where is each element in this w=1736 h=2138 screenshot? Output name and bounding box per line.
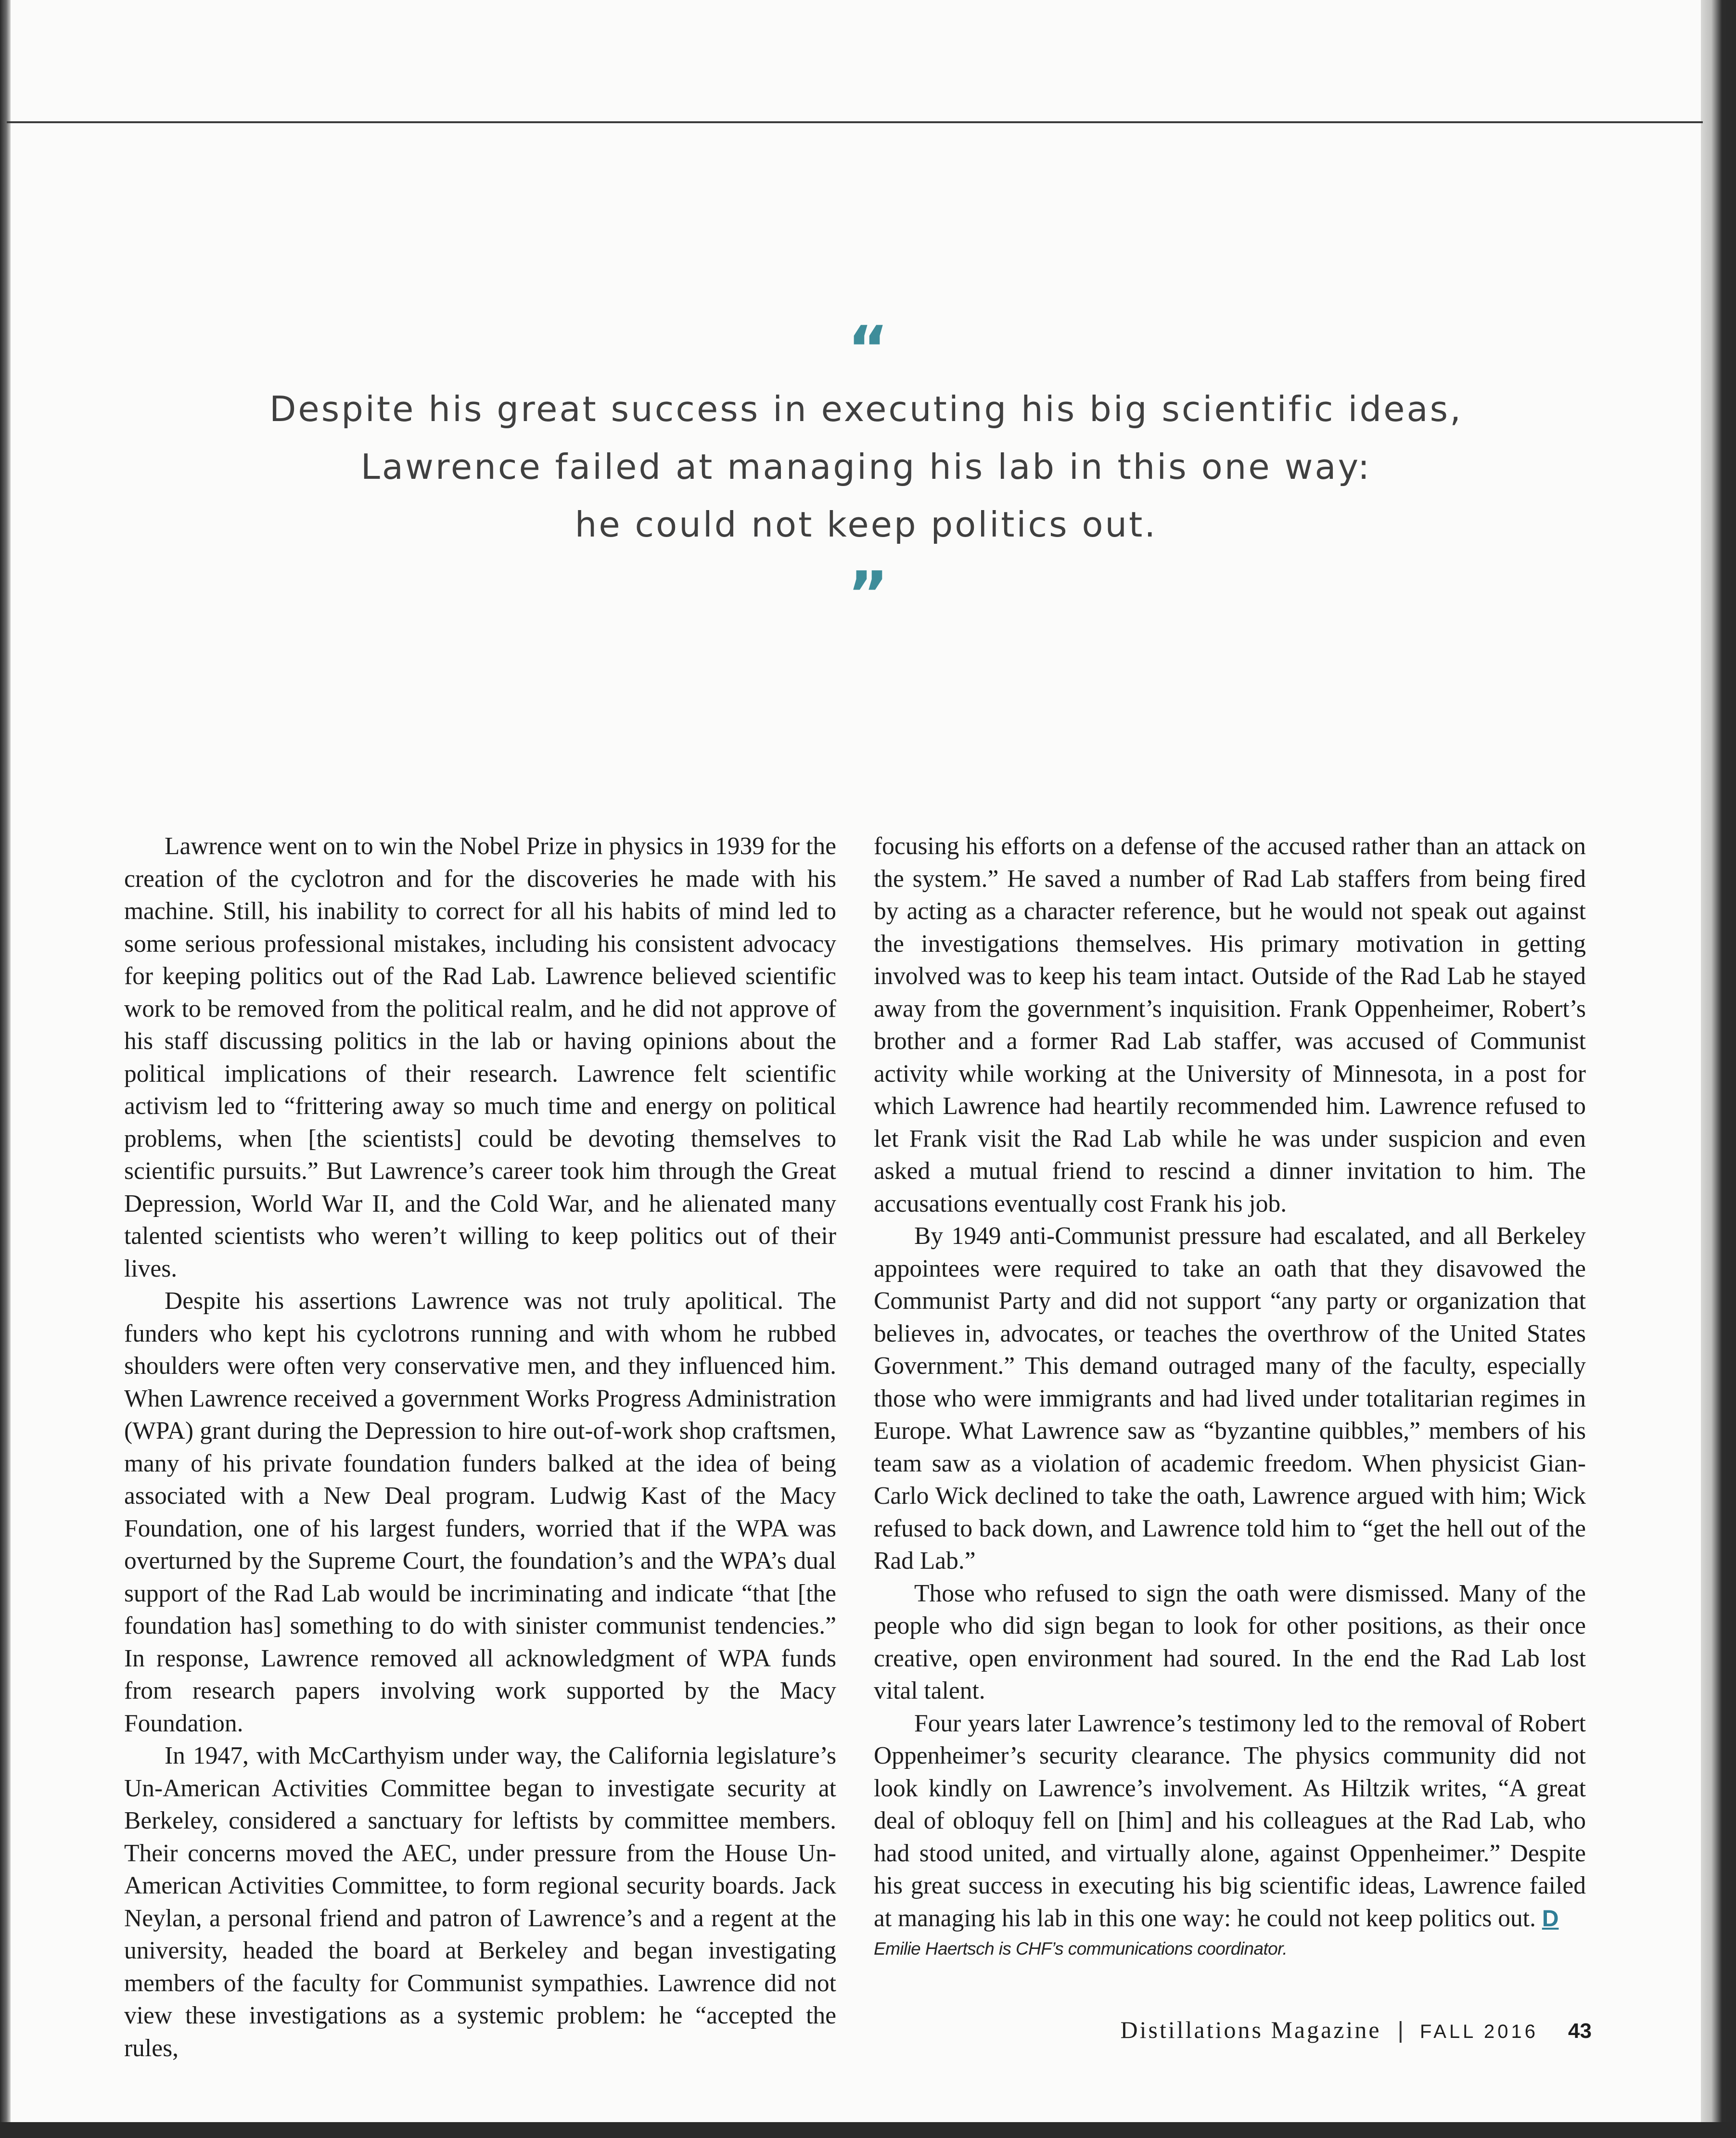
body-paragraph: By 1949 anti-Communist pressure had escalated, and all Berkeley appointees were required to take an oath that they disavowed the Communist Party and did not support “any party or organization that believes in, advocates, or teaches the overthrow of the United States Government.” This demand outraged many of the faculty, especially those who were immigrants and had lived under totalitarian regimes in Europe. What Lawrence saw as “byzantine quibbles,” members of his team saw as a violation of academic freedom. When physicist Gian-Carlo Wick declined to take the oath, Lawrence argued with him; Wick refused to back down, and Lawrence told him to “get the hell out of the Rad Lab.” — [874, 1222, 1586, 1575]
body-paragraph: Those who refused to sign the oath were dismissed. Many of the people who did sign began to look for other positions, as their once creative, open environment had soured. In the end the Rad Lab lost vital talent. — [874, 1579, 1586, 1704]
final-paragraph-text: Four years later Lawrence’s testimony led to the removal of Robert Oppenheimer’s security clearance. The physics community did not look kindly on Lawrence’s involvement. As Hiltzik writes, “A great deal of obloquy fell on [him] and his colleagues at the Rad Lab, who had stood united, and virtually alone, against Oppenheimer.” Despite his great success in executing his big scientific ideas, Lawrence failed at managing his lab in this one way: he could not keep politics out. — [874, 1709, 1586, 1932]
author-byline: Emilie Haertsch is CHF’s communications coordinator. — [874, 1939, 1288, 1959]
body-paragraph: Lawrence went on to win the Nobel Prize in physics in 1939 for the creation of the cyclotron and for the discoveries he made with his machine. Still, his inability to correct for all his habits of mind led to some serious professional mistakes, including his consistent advocacy for keeping politics out of the Rad Lab. Lawrence believed scientific work to be removed from the political realm, and he did not approve of his staff discussing politics in the lab or having opinions about the political implications of their research. Lawrence felt scientific activism led to “frittering away so much time and energy on political problems, when [the scientists] could be devoting themselves to scientific pursuits.” But Lawrence’s career took him through the Great Depression, World War II, and the Cold War, and he alienated many talented scientists who weren’t willing to keep politics out of their lives. — [124, 832, 836, 1282]
end-of-article-icon: D — [1542, 1906, 1559, 1932]
issue-label: FALL 2016 — [1420, 2021, 1539, 2042]
page-footer — [1120, 2015, 1592, 2046]
pull-quote-line: Despite his great success in executing his big scientific ideas, — [269, 389, 1463, 429]
body-paragraph: focusing his efforts on a defense of the accused rather than an attack on the system.” He saved a number of Rad Lab staffers from being fired by acting as a character reference, but he would not speak out against the investigations themselves. His primary motivation in getting involved was to keep his team intact. Outside of the Rad Lab he stayed away from the government’s inquisition. Frank Oppenheimer, Robert’s brother and a former Rad Lab staffer, was accused of Communist activity while working at the University of Minnesota, in a post for which Lawrence had heartily recommended him. Lawrence refused to let Frank visit the Rad Lab while he was under suspicion and even asked a mutual friend to rescind a dinner invitation to him. The accusations eventually cost Frank his job. — [874, 832, 1586, 1217]
scan-border-bottom — [0, 2122, 1736, 2138]
pull-quote — [192, 380, 1540, 553]
footer-separator: | — [1397, 2018, 1404, 2043]
pull-quote-open-mark: “ — [847, 312, 889, 385]
right-column — [874, 830, 1586, 1961]
body-paragraph: In 1947, with McCarthyism under way, the California legislature’s Un-American Activities Committee began to investigate security at Berkeley, considered a sanctuary for leftists by committee members. Their concerns moved the AEC, under pressure from the House Un-American Activities Committee, to form regional security boards. Jack Neylan, a personal friend and patron of Lawrence’s and a regent at the university, headed the board at Berkeley and began investigating members of the faculty for Communist sympathies. Lawrence did not view these investigations as a systemic problem: he “accepted the rules, — [124, 1742, 836, 2062]
header-rule — [7, 121, 1703, 123]
left-column — [124, 830, 836, 2064]
body-paragraph-final — [874, 1707, 1586, 1935]
pull-quote-close-mark: ” — [847, 558, 889, 631]
pull-quote-line: he could not keep politics out. — [574, 504, 1158, 545]
body-paragraph: Despite his assertions Lawrence was not truly apolitical. The funders who kept his cyclotrons running and with whom he rubbed shoulders were often very conservative men, and they influenced him. When Lawrence received a government Works Progress Administration (WPA) grant during the Depression to hire out-of-work shop craftsmen, many of his private foundation funders balked at the idea of being associated with a New Deal program. Ludwig Kast of the Macy Foundation, one of his largest funders, worried that if the WPA was overturned by the Supreme Court, the foundation’s and the WPA’s dual support of the Rad Lab would be incriminating and indicate “that [the foundation has] something to do with sinister communist tendencies.” In response, Lawrence removed all acknowledgment of WPA funds from research papers involving work supported by the Macy Foundation. — [124, 1287, 836, 1737]
page-number: 43 — [1568, 2019, 1592, 2043]
pull-quote-line: Lawrence failed at managing his lab in this one way: — [360, 447, 1372, 487]
magazine-name: Distillations Magazine — [1120, 2016, 1381, 2043]
